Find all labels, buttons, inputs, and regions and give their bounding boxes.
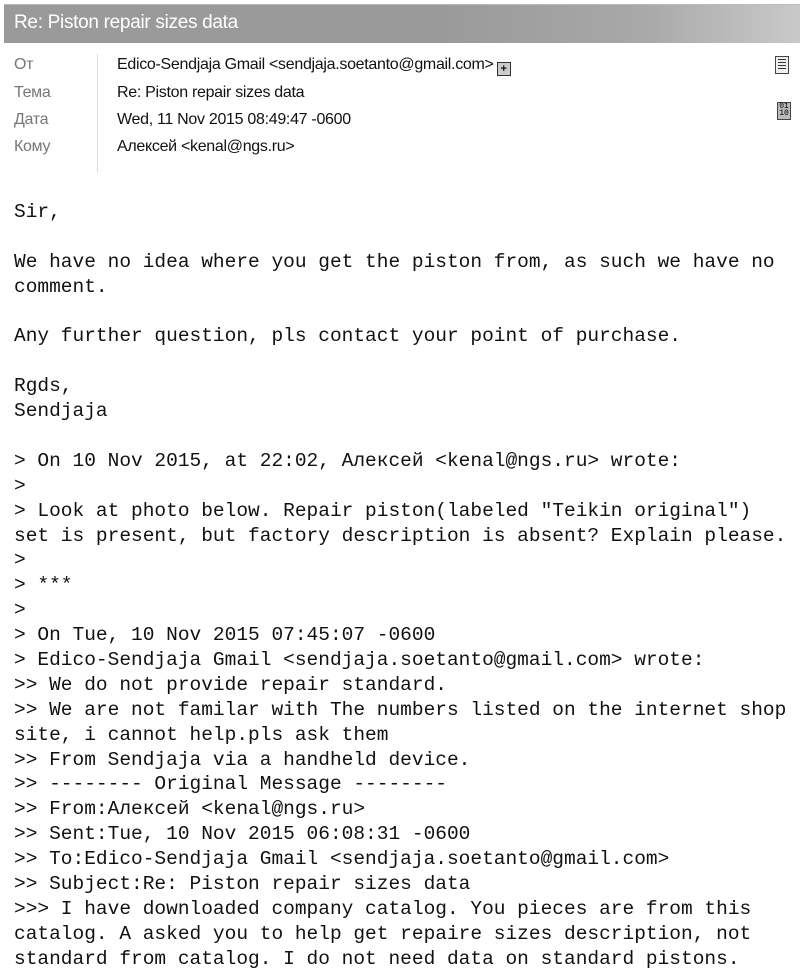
quoted-line: > Look at photo below. Repair piston(labeled "Teikin original"): [14, 499, 752, 522]
quoted-line: > Edico-Sendjaja Gmail <sendjaja.soetanto@gmail.com> wrote:: [14, 649, 705, 672]
plus-icon[interactable]: +: [497, 62, 511, 76]
body-line: [14, 424, 786, 449]
subject-value: Re: Piston repair sizes data: [117, 84, 305, 101]
body-line: catalog. A asked you to help get repaire sizes description, not: [14, 922, 752, 945]
quoted-line: >: [14, 549, 26, 572]
header-label: Кому: [14, 138, 51, 155]
quoted-line: >> -------- Original Message --------: [14, 773, 447, 796]
body-line: site, i cannot help.pls ask them: [14, 723, 389, 746]
header-to: [0, 138, 760, 162]
body-line: [14, 349, 786, 374]
header-label: От: [14, 56, 34, 73]
body-line: Sir,: [14, 201, 61, 223]
quoted-line: >> Sent:Tue, 10 Nov 2015 06:08:31 -0600: [14, 823, 471, 846]
header-date: [0, 111, 760, 135]
quoted-line: >> Subject:Re: Piston repair sizes data: [14, 873, 471, 896]
date-value: Wed, 11 Nov 2015 08:49:47 -0600: [117, 111, 351, 128]
message-title: Re: Piston repair sizes data: [14, 12, 238, 33]
quoted-line: >> To:Edico-Sendjaja Gmail <sendjaja.soetanto@gmail.com>: [14, 848, 670, 871]
header-label: Дата: [14, 111, 49, 128]
header-subject: [0, 84, 760, 108]
quoted-line: >: [14, 474, 26, 497]
quoted-line: > On Tue, 10 Nov 2015 07:45:07 -0600: [14, 624, 436, 647]
quoted-line: > On 10 Nov 2015, at 22:02, Алексей <kenal@ngs.ru> wrote:: [14, 449, 682, 472]
body-line: Rgds,: [14, 375, 73, 398]
quoted-line: >> We are not familar with The numbers listed on the internet shop: [14, 698, 787, 721]
body-line: Any further question, pls contact your point of purchase.: [14, 325, 682, 348]
header-label: Тема: [14, 84, 51, 101]
header-from: [0, 56, 760, 80]
body-line: standard from catalog. I do not need data on standard pistons.: [14, 947, 740, 970]
body-line: We have no idea where you get the piston from, as such we have no: [14, 250, 775, 273]
body-line: [14, 300, 786, 325]
body-line: [14, 225, 786, 250]
document-icon[interactable]: [775, 56, 789, 74]
message-body: [14, 200, 786, 972]
body-line: Sendjaja: [14, 400, 108, 423]
quoted-line: >> We do not provide repair standard.: [14, 673, 447, 696]
body-line: comment.: [14, 275, 108, 298]
quoted-line: >> From Sendjaja via a handheld device.: [14, 748, 471, 771]
quoted-line: >: [14, 599, 26, 622]
binary-icon[interactable]: 01 10: [777, 102, 791, 120]
quoted-line: >>> I have downloaded company catalog. You pieces are from this: [14, 897, 752, 920]
to-value[interactable]: Алексей <kenal@ngs.ru>: [117, 138, 295, 155]
message-title-bar: [4, 4, 800, 43]
body-line: set is present, but factory description is absent? Explain please.: [14, 524, 787, 547]
quoted-line: >> From:Алексей <kenal@ngs.ru>: [14, 798, 366, 821]
quoted-line: > ***: [14, 574, 73, 597]
message-headers: [0, 54, 800, 172]
from-value[interactable]: Edico-Sendjaja Gmail <sendjaja.soetanto@gmail.com>: [117, 56, 494, 73]
